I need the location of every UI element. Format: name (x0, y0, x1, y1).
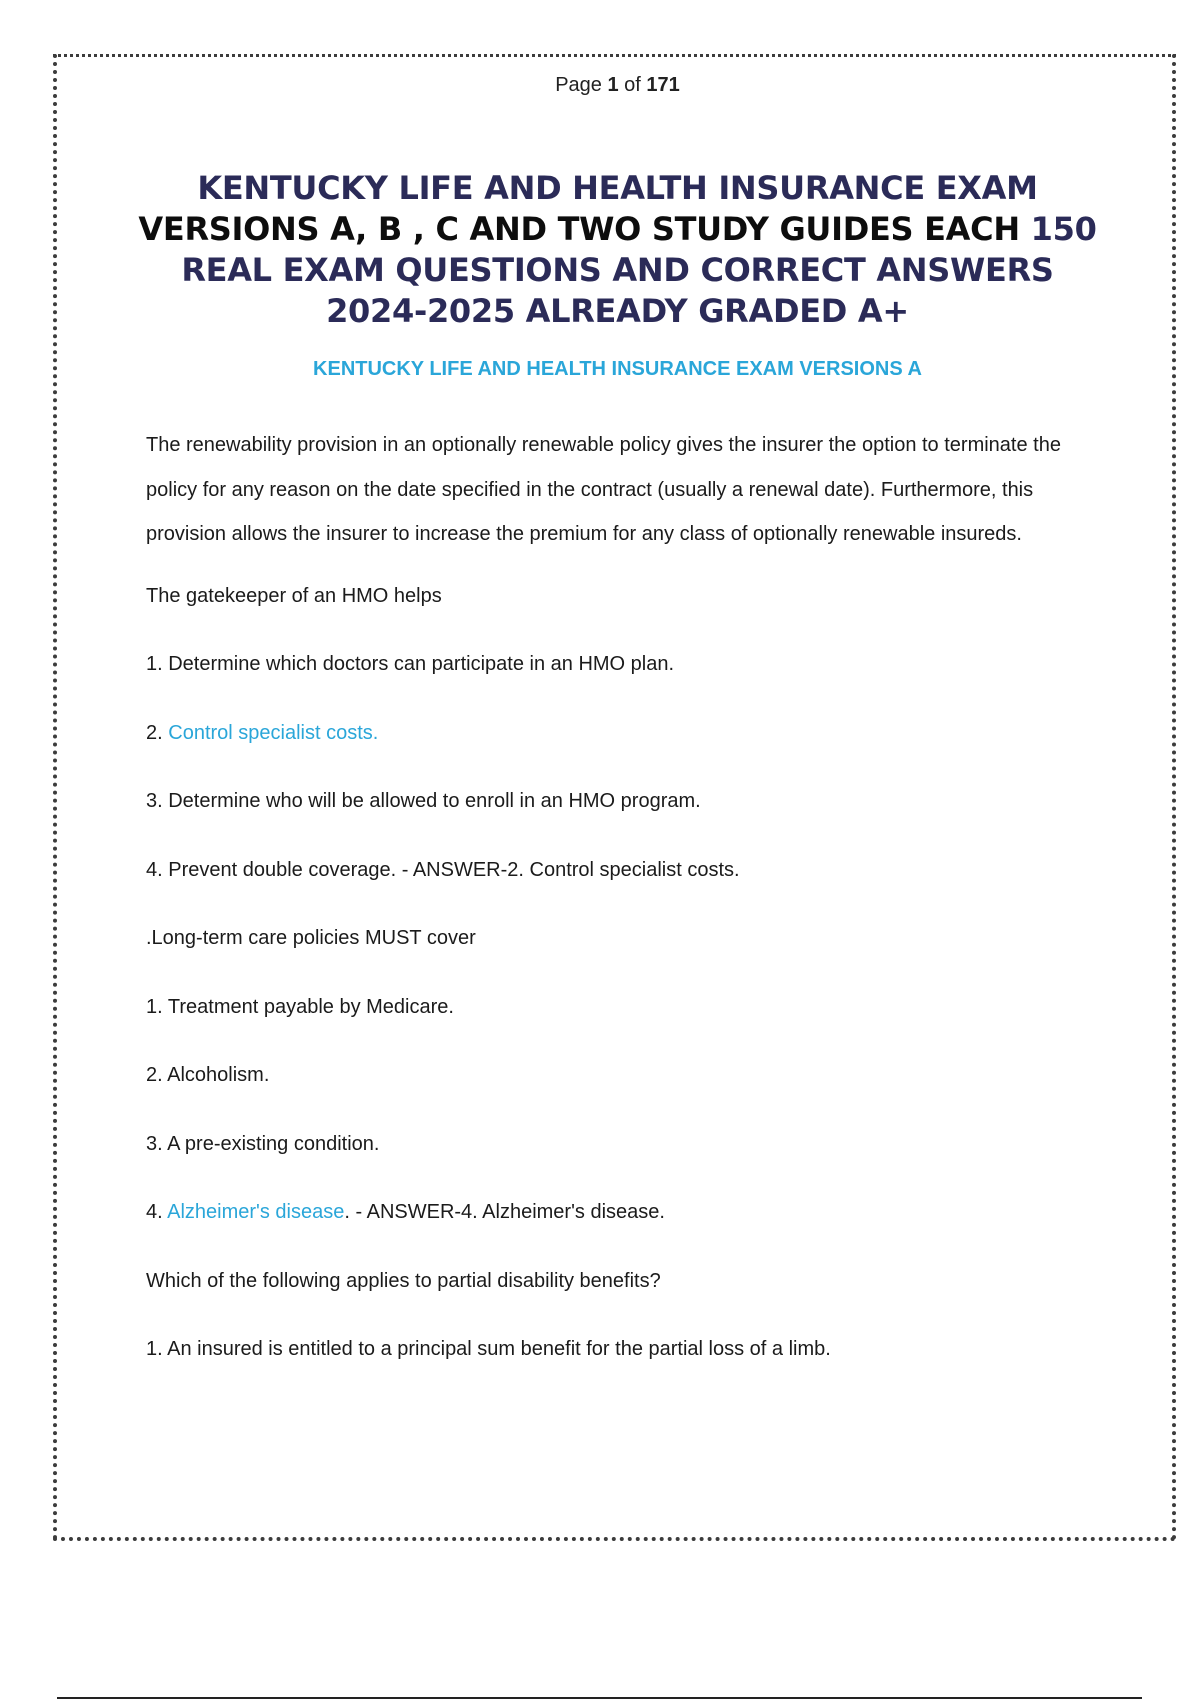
ltc-option-4 (146, 1197, 1086, 1227)
title-part-3: 150 REAL EXAM QUESTIONS AND CORRECT ANSWERS 2024-2025 ALREADY GRADED A+ (181, 210, 1097, 330)
gatekeeper-option-1: 1. Determine which doctors can participate in an HMO plan. (146, 653, 675, 675)
page-prefix: Page (555, 74, 602, 96)
gatekeeper-option-4: 4. Prevent double coverage. - ANSWER-2. Control specialist costs. (146, 858, 740, 881)
gatekeeper-option-3: 3. Determine who will be allowed to enroll in an HMO program. (146, 790, 701, 812)
section-heading: KENTUCKY LIFE AND HEALTH INSURANCE EXAM VERSIONS A (313, 358, 922, 380)
page-indicator (0, 74, 1200, 97)
ltc-option-4-answer: . - ANSWER-4. Alzheimer's disease. (344, 1201, 665, 1223)
page-separator: of (624, 74, 641, 96)
document-body (146, 423, 1086, 1403)
total-pages: 171 (646, 74, 680, 96)
ltc-option-1: 1. Treatment payable by Medicare. (146, 995, 454, 1018)
question-gatekeeper: The gatekeeper of an HMO helps (146, 584, 442, 607)
current-page: 1 (607, 74, 619, 96)
question-partial-disability: Which of the following applies to partial disability benefits? (146, 1269, 661, 1292)
ltc-option-3: 3. A pre-existing condition. (146, 1132, 380, 1155)
next-page-top-rule (57, 1697, 1142, 1699)
document-title (130, 168, 1105, 332)
ltc-option-4-number: 4. (146, 1201, 168, 1223)
gatekeeper-option-2-number: 2. (146, 721, 169, 744)
renewability-paragraph: The renewability provision in an optionally renewable policy gives the insurer the option to terminate the policy for any reason on the date specified in the contract (usually a renewal date). Furthermore, this provision allows the insurer to increase the premium for any class of optionally renewable insureds. (146, 434, 1061, 545)
title-part-2: VERSIONS A, B , C AND TWO STUDY GUIDES EACH (138, 210, 1020, 248)
gatekeeper-option-2 (146, 718, 1086, 748)
gatekeeper-option-2-highlight: Control specialist costs. (168, 721, 379, 744)
ltc-option-4-highlight: Alzheimer's disease (167, 1201, 345, 1223)
partial-disability-option-1: 1. An insured is entitled to a principal sum benefit for the partial loss of a limb. (146, 1338, 831, 1360)
question-long-term-care: .Long-term care policies MUST cover (146, 927, 476, 949)
title-part-1: KENTUCKY LIFE AND HEALTH INSURANCE EXAM (197, 169, 1038, 207)
ltc-option-2: 2. Alcoholism. (146, 1064, 270, 1086)
